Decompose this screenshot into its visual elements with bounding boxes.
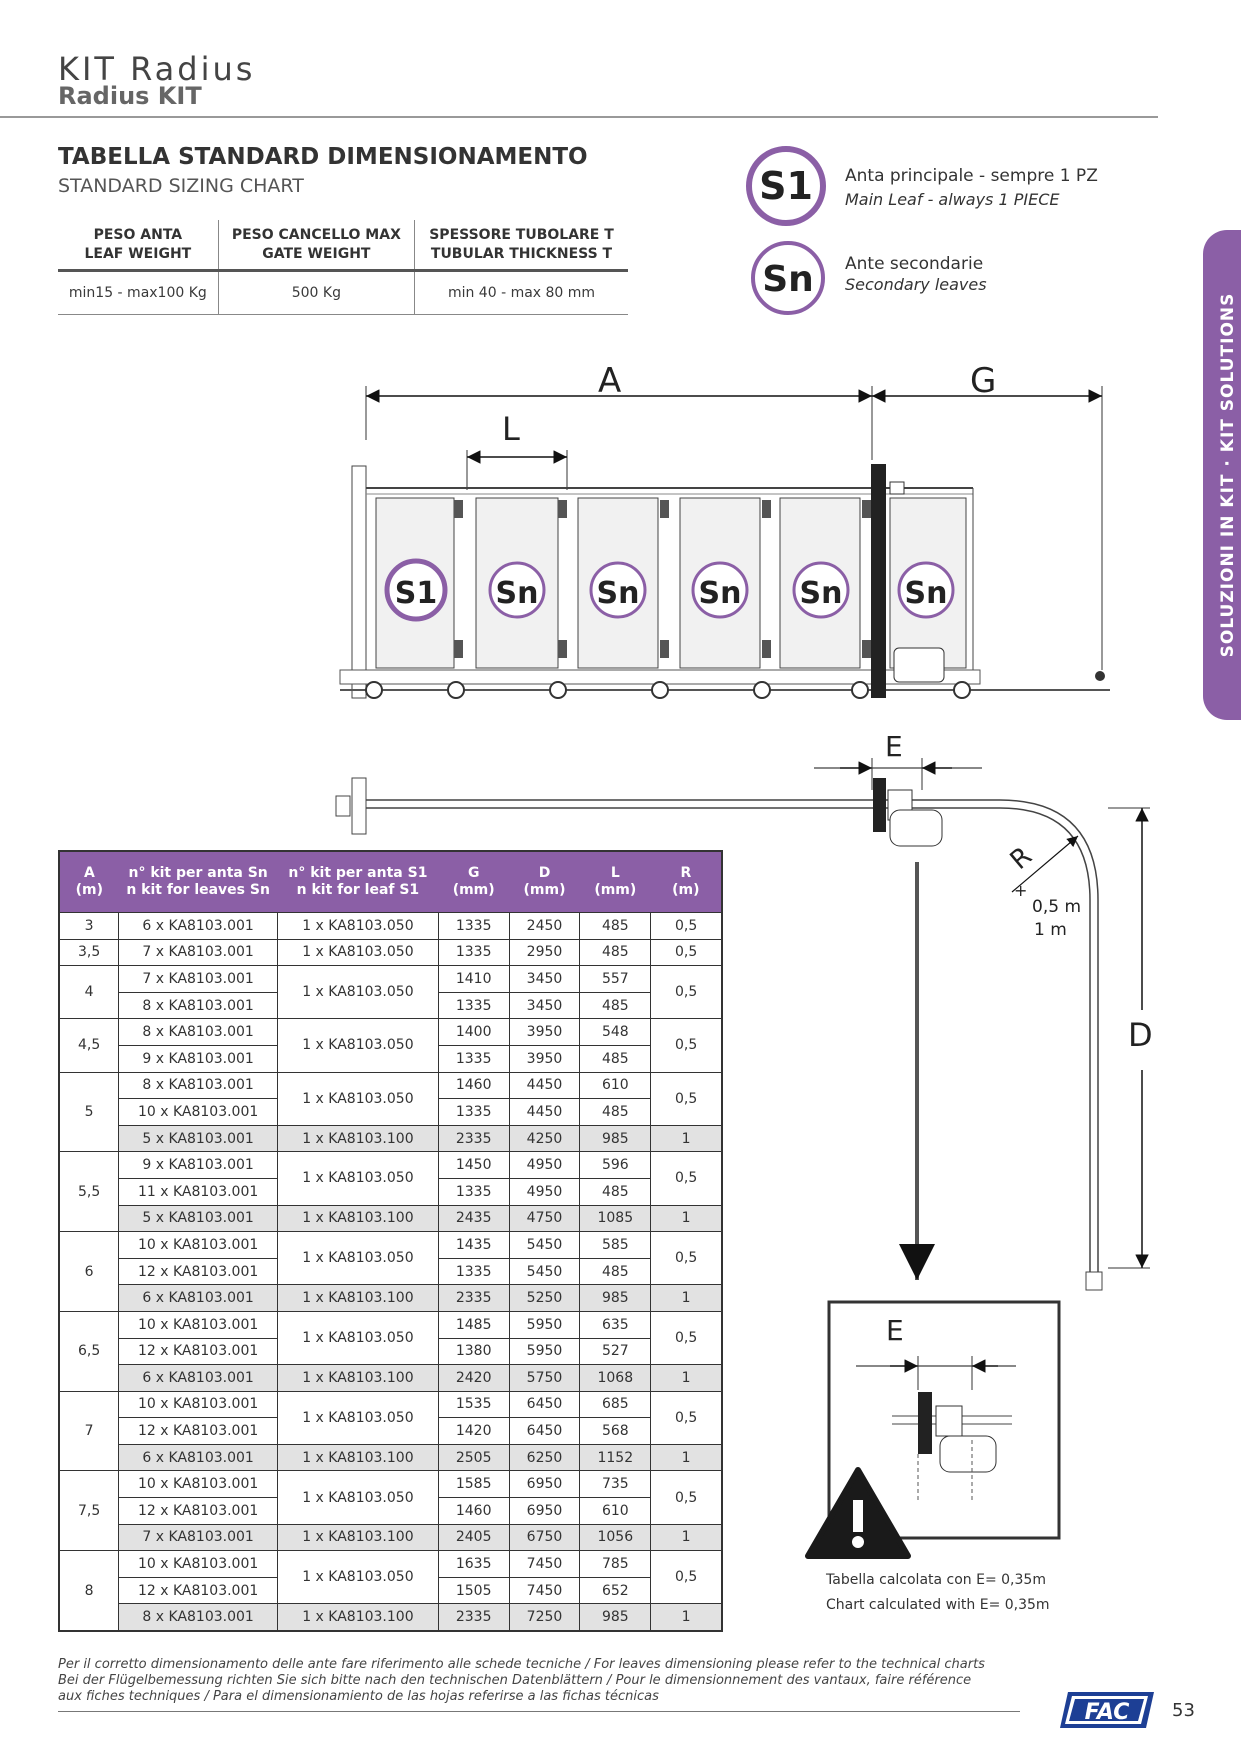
cell-a: 8 <box>59 1551 119 1631</box>
cell-kit-sn: 8 x KA8103.001 <box>119 1019 278 1046</box>
cell-d: 4950 <box>509 1152 580 1179</box>
cell-kit-sn: 12 x KA8103.001 <box>119 1258 278 1285</box>
cell-kit-sn: 8 x KA8103.001 <box>119 992 278 1019</box>
cell-r: 0,5 <box>651 1551 722 1604</box>
cell-kit-s1: 1 x KA8103.100 <box>278 1205 439 1232</box>
cell-d: 5750 <box>509 1365 580 1392</box>
cell-kit-sn: 12 x KA8103.001 <box>119 1338 278 1365</box>
cell-kit-sn: 12 x KA8103.001 <box>119 1577 278 1604</box>
sizing-table <box>58 850 723 1632</box>
page-number: 53 <box>1172 1700 1195 1721</box>
cell-l: 685 <box>580 1391 651 1418</box>
cell-d: 3450 <box>509 992 580 1019</box>
table-row <box>59 1471 722 1498</box>
cell-a: 3 <box>59 913 119 940</box>
cell-d: 3950 <box>509 1019 580 1046</box>
cell-l: 485 <box>580 1045 651 1072</box>
fac-logo <box>1058 1688 1158 1732</box>
col-l: L (mm) <box>580 851 651 913</box>
cell-l: 610 <box>580 1498 651 1525</box>
cell-kit-sn: 6 x KA8103.001 <box>119 1285 278 1312</box>
spec-col-leaf-weight: PESO ANTA LEAF WEIGHT <box>58 220 218 271</box>
legend-sn-label-en: Secondary leaves <box>845 275 987 294</box>
cell-r: 0,5 <box>651 913 722 940</box>
cell-d: 6950 <box>509 1471 580 1498</box>
table-row <box>59 1524 722 1551</box>
cell-d: 3450 <box>509 966 580 993</box>
cell-l: 735 <box>580 1471 651 1498</box>
cell-r: 1 <box>651 1604 722 1631</box>
cell-kit-s1: 1 x KA8103.100 <box>278 1524 439 1551</box>
svg-text:Sn: Sn <box>762 259 814 300</box>
cell-kit-sn: 12 x KA8103.001 <box>119 1498 278 1525</box>
cell-d: 4450 <box>509 1099 580 1126</box>
cell-g: 2435 <box>438 1205 509 1232</box>
cell-r: 1 <box>651 1444 722 1471</box>
table-row <box>59 1019 722 1046</box>
cell-d: 5250 <box>509 1285 580 1312</box>
section-title: TABELLA STANDARD DIMENSIONAMENTO <box>58 144 588 170</box>
table-row <box>59 966 722 993</box>
svg-text:Sn: Sn <box>596 576 640 611</box>
cell-g: 1335 <box>438 1258 509 1285</box>
cell-l: 485 <box>580 1099 651 1126</box>
cell-d: 5450 <box>509 1232 580 1259</box>
cell-l: 1068 <box>580 1365 651 1392</box>
footer-divider <box>58 1711 1020 1712</box>
cell-kit-sn: 10 x KA8103.001 <box>119 1232 278 1259</box>
cell-d: 6450 <box>509 1418 580 1445</box>
cell-g: 1460 <box>438 1072 509 1099</box>
spec-col-gate-weight: PESO CANCELLO MAX GATE WEIGHT <box>218 220 414 271</box>
cell-r: 1 <box>651 1125 722 1152</box>
cell-l: 985 <box>580 1285 651 1312</box>
cell-kit-sn: 10 x KA8103.001 <box>119 1311 278 1338</box>
legend-sn-label: Ante secondarie <box>845 254 984 274</box>
cell-kit-s1: 1 x KA8103.050 <box>278 1391 439 1444</box>
cell-d: 4750 <box>509 1205 580 1232</box>
cell-kit-sn: 9 x KA8103.001 <box>119 1045 278 1072</box>
radius-option-1: 0,5 m <box>1032 897 1081 917</box>
table-row <box>59 1205 722 1232</box>
cell-kit-sn: 11 x KA8103.001 <box>119 1178 278 1205</box>
svg-text:S1: S1 <box>759 164 813 208</box>
cell-g: 2335 <box>438 1604 509 1631</box>
dim-r-label: R <box>1004 841 1038 876</box>
cell-g: 1505 <box>438 1577 509 1604</box>
cell-g: 1535 <box>438 1391 509 1418</box>
cell-l: 557 <box>580 966 651 993</box>
cell-kit-s1: 1 x KA8103.100 <box>278 1125 439 1152</box>
cell-a: 4 <box>59 966 119 1019</box>
spec-col-tubular-thickness: SPESSORE TUBOLARE T TUBULAR THICKNESS T <box>415 220 628 271</box>
cell-kit-s1: 1 x KA8103.050 <box>278 913 439 940</box>
col-kit-sn: n° kit per anta Sn n kit for leaves Sn <box>119 851 278 913</box>
cell-kit-s1: 1 x KA8103.050 <box>278 1019 439 1072</box>
side-tab-label: SOLUZIONI IN KIT · KIT SOLUTIONS <box>1218 292 1238 658</box>
svg-text:Sn: Sn <box>799 576 843 611</box>
cell-l: 548 <box>580 1019 651 1046</box>
sizing-table-header <box>59 851 722 913</box>
cell-kit-sn: 7 x KA8103.001 <box>119 1524 278 1551</box>
cell-kit-sn: 7 x KA8103.001 <box>119 939 278 966</box>
cell-d: 5450 <box>509 1258 580 1285</box>
cell-l: 485 <box>580 1258 651 1285</box>
cell-kit-sn: 7 x KA8103.001 <box>119 966 278 993</box>
table-row <box>59 1072 722 1099</box>
cell-d: 2450 <box>509 913 580 940</box>
cell-l: 985 <box>580 1604 651 1631</box>
table-row <box>59 1444 722 1471</box>
cell-kit-s1: 1 x KA8103.050 <box>278 1152 439 1205</box>
cell-kit-sn: 9 x KA8103.001 <box>119 1152 278 1179</box>
cell-d: 7450 <box>509 1551 580 1578</box>
page-title: KIT Radius <box>58 50 256 88</box>
cell-r: 0,5 <box>651 1391 722 1444</box>
cell-g: 1335 <box>438 1045 509 1072</box>
cell-r: 0,5 <box>651 1232 722 1285</box>
cell-l: 1056 <box>580 1524 651 1551</box>
detail-e-label: E <box>886 1314 904 1347</box>
table-row <box>59 1391 722 1418</box>
cell-g: 2420 <box>438 1365 509 1392</box>
legend-s1-label-en: Main Leaf - always 1 PIECE <box>845 190 1060 209</box>
cell-kit-s1: 1 x KA8103.100 <box>278 1365 439 1392</box>
cell-d: 7250 <box>509 1604 580 1631</box>
cell-d: 6750 <box>509 1524 580 1551</box>
cell-kit-sn: 12 x KA8103.001 <box>119 1418 278 1445</box>
cell-l: 485 <box>580 939 651 966</box>
col-a: A (m) <box>59 851 119 913</box>
cell-r: 1 <box>651 1205 722 1232</box>
table-row <box>59 1604 722 1631</box>
chart-note-en: Chart calculated with E= 0,35m <box>826 1597 1050 1613</box>
cell-a: 6,5 <box>59 1311 119 1391</box>
cell-g: 1335 <box>438 992 509 1019</box>
cell-d: 5950 <box>509 1338 580 1365</box>
spec-value-leaf-weight: min15 - max100 Kg <box>58 271 218 315</box>
cell-r: 0,5 <box>651 939 722 966</box>
cell-d: 6950 <box>509 1498 580 1525</box>
cell-d: 6450 <box>509 1391 580 1418</box>
cell-kit-s1: 1 x KA8103.050 <box>278 1311 439 1364</box>
cell-kit-s1: 1 x KA8103.050 <box>278 966 439 1019</box>
spec-value-tubular-thickness: min 40 - max 80 mm <box>415 271 628 315</box>
cell-kit-s1: 1 x KA8103.050 <box>278 1471 439 1524</box>
cell-kit-s1: 1 x KA8103.100 <box>278 1285 439 1312</box>
cell-g: 2335 <box>438 1285 509 1312</box>
cell-d: 4250 <box>509 1125 580 1152</box>
cell-g: 1420 <box>438 1418 509 1445</box>
cell-a: 6 <box>59 1232 119 1312</box>
cell-kit-s1: 1 x KA8103.050 <box>278 939 439 966</box>
cell-kit-s1: 1 x KA8103.100 <box>278 1444 439 1471</box>
cell-l: 585 <box>580 1232 651 1259</box>
cell-a: 5,5 <box>59 1152 119 1232</box>
cell-d: 6250 <box>509 1444 580 1471</box>
cell-kit-sn: 10 x KA8103.001 <box>119 1099 278 1126</box>
legend-s1-label: Anta principale - sempre 1 PZ <box>845 166 1098 186</box>
cell-l: 785 <box>580 1551 651 1578</box>
svg-text:Sn: Sn <box>495 576 539 611</box>
cell-l: 485 <box>580 913 651 940</box>
cell-g: 1485 <box>438 1311 509 1338</box>
cell-r: 1 <box>651 1524 722 1551</box>
cell-g: 1335 <box>438 1099 509 1126</box>
cell-g: 1450 <box>438 1152 509 1179</box>
cell-kit-s1: 1 x KA8103.100 <box>278 1604 439 1631</box>
dim-l-label: L <box>502 410 520 448</box>
cell-kit-sn: 6 x KA8103.001 <box>119 1444 278 1471</box>
cell-l: 1152 <box>580 1444 651 1471</box>
table-row <box>59 1311 722 1338</box>
cell-g: 1400 <box>438 1019 509 1046</box>
cell-g: 1380 <box>438 1338 509 1365</box>
col-d: D (mm) <box>509 851 580 913</box>
col-r: R (m) <box>651 851 722 913</box>
cell-r: 0,5 <box>651 1072 722 1125</box>
cell-g: 1585 <box>438 1471 509 1498</box>
dim-g-label: G <box>970 361 997 401</box>
col-kit-s1: n° kit per anta S1 n kit for leaf S1 <box>278 851 439 913</box>
cell-kit-sn: 6 x KA8103.001 <box>119 913 278 940</box>
table-row <box>59 1285 722 1312</box>
cell-g: 1435 <box>438 1232 509 1259</box>
cell-l: 568 <box>580 1418 651 1445</box>
table-row <box>59 1551 722 1578</box>
cell-l: 596 <box>580 1152 651 1179</box>
svg-text:Sn: Sn <box>698 576 742 611</box>
cell-l: 985 <box>580 1125 651 1152</box>
cell-g: 1335 <box>438 939 509 966</box>
cell-l: 527 <box>580 1338 651 1365</box>
cell-l: 485 <box>580 992 651 1019</box>
cell-l: 1085 <box>580 1205 651 1232</box>
cell-r: 0,5 <box>651 1152 722 1205</box>
cell-g: 1460 <box>438 1498 509 1525</box>
cell-g: 2405 <box>438 1524 509 1551</box>
cell-r: 0,5 <box>651 966 722 1019</box>
dim-e-label: E <box>885 730 903 763</box>
cell-l: 635 <box>580 1311 651 1338</box>
cell-a: 4,5 <box>59 1019 119 1072</box>
cell-kit-sn: 10 x KA8103.001 <box>119 1551 278 1578</box>
svg-text:Sn: Sn <box>904 576 948 611</box>
table-row <box>59 1125 722 1152</box>
table-row <box>59 1365 722 1392</box>
cell-kit-sn: 8 x KA8103.001 <box>119 1604 278 1631</box>
svg-text:FAC: FAC <box>1084 1700 1130 1725</box>
cell-a: 5 <box>59 1072 119 1152</box>
dim-d-label: D <box>1128 1016 1153 1054</box>
cell-a: 3,5 <box>59 939 119 966</box>
cell-kit-sn: 10 x KA8103.001 <box>119 1471 278 1498</box>
cell-d: 7450 <box>509 1577 580 1604</box>
section-subtitle: STANDARD SIZING CHART <box>58 175 304 197</box>
cell-l: 610 <box>580 1072 651 1099</box>
cell-kit-s1: 1 x KA8103.050 <box>278 1551 439 1604</box>
cell-r: 1 <box>651 1285 722 1312</box>
cell-g: 2505 <box>438 1444 509 1471</box>
dim-a-label: A <box>598 361 622 401</box>
cell-r: 1 <box>651 1365 722 1392</box>
cell-a: 7 <box>59 1391 119 1471</box>
cell-d: 4450 <box>509 1072 580 1099</box>
table-row <box>59 913 722 940</box>
table-row <box>59 1232 722 1259</box>
cell-kit-sn: 5 x KA8103.001 <box>119 1125 278 1152</box>
cell-kit-sn: 10 x KA8103.001 <box>119 1391 278 1418</box>
cell-l: 485 <box>580 1178 651 1205</box>
radius-option-2: 1 m <box>1034 920 1067 940</box>
cell-r: 0,5 <box>651 1471 722 1524</box>
svg-text:S1: S1 <box>394 576 438 611</box>
cell-d: 4950 <box>509 1178 580 1205</box>
cell-d: 2950 <box>509 939 580 966</box>
cell-kit-s1: 1 x KA8103.050 <box>278 1072 439 1125</box>
cell-a: 7,5 <box>59 1471 119 1551</box>
table-row <box>59 1152 722 1179</box>
cell-g: 1335 <box>438 913 509 940</box>
footer-note: Per il corretto dimensionamento delle ante fare riferimento alle schede tecniche / For leaves dimensioning please refer to the technical charts Bei der Flügelbemessung richten Sie sich bitte nach den technischen Datenblättern / Pour le dimensionnement des vantaux, faire référence aux fiches techniques / Para el dimensionamiento de las hojas referirse a las fichas técnicas <box>58 1657 985 1704</box>
cell-kit-sn: 8 x KA8103.001 <box>119 1072 278 1099</box>
table-row <box>59 939 722 966</box>
cell-l: 652 <box>580 1577 651 1604</box>
cell-kit-sn: 5 x KA8103.001 <box>119 1205 278 1232</box>
cell-g: 1635 <box>438 1551 509 1578</box>
col-g: G (mm) <box>438 851 509 913</box>
cell-g: 1410 <box>438 966 509 993</box>
cell-kit-sn: 6 x KA8103.001 <box>119 1365 278 1392</box>
cell-r: 0,5 <box>651 1019 722 1072</box>
cell-d: 3950 <box>509 1045 580 1072</box>
cell-g: 2335 <box>438 1125 509 1152</box>
spec-value-gate-weight: 500 Kg <box>218 271 414 315</box>
cell-kit-s1: 1 x KA8103.050 <box>278 1232 439 1285</box>
page-subtitle: Radius KIT <box>58 82 202 110</box>
cell-r: 0,5 <box>651 1311 722 1364</box>
chart-note-it: Tabella calcolata con E= 0,35m <box>826 1572 1046 1588</box>
cell-d: 5950 <box>509 1311 580 1338</box>
svg-text:+: + <box>1014 881 1028 900</box>
cell-g: 1335 <box>438 1178 509 1205</box>
